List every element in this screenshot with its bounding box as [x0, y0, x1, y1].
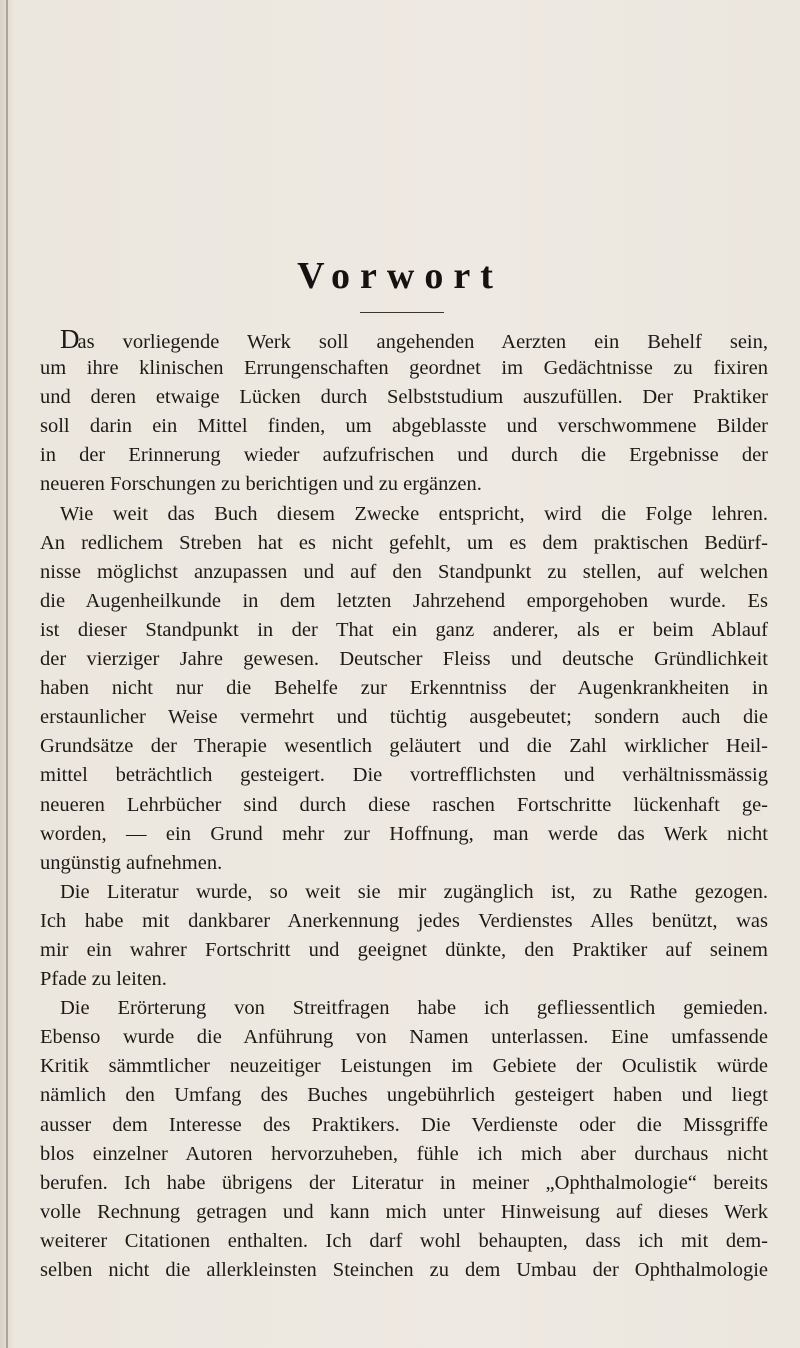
text-line: weiterer Citationen enthalten. Ich darf wohl behaupten, dass ich mit dem-	[40, 1229, 768, 1252]
text-line: ist dieser Standpunkt in der That ein ganz anderer, als er beim Ablauf	[40, 618, 768, 641]
paragraph	[40, 500, 768, 878]
text-line: neueren Lehrbücher sind durch diese raschen Fortschritte lückenhaft ge-	[40, 793, 768, 816]
text-line: Grundsätze der Therapie wesentlich geläutert und die Zahl wirklicher Heil-	[40, 735, 768, 758]
body-text	[40, 325, 768, 1285]
text-line: volle Rechnung getragen und kann mich unter Hinweisung auf dieses Werk	[40, 1200, 768, 1223]
text-line: Kritik sämmtlicher neuzeitiger Leistungen im Gebiete der Oculistik würde	[40, 1055, 768, 1078]
text-line: Die Erörterung von Streitfragen habe ich gefliessentlich gemieden.	[60, 997, 768, 1020]
text-line: berufen. Ich habe übrigens der Literatur in meiner „Ophthalmologie“ bereits	[40, 1171, 768, 1194]
text-line: Wie weit das Buch diesem Zwecke entspricht, wird die Folge lehren.	[60, 502, 768, 525]
text-line: Pfade zu leiten.	[40, 968, 167, 991]
text-line: erstaunlicher Weise vermehrt und tüchtig ausgebeutet; sondern auch die	[40, 706, 768, 729]
binding-edge	[6, 0, 8, 1348]
text-line: ungünstig aufnehmen.	[40, 851, 223, 874]
text-line: die Augenheilkunde in dem letzten Jahrzehend emporgehoben wurde. Es	[40, 589, 768, 612]
text-line: worden, — ein Grund mehr zur Hoffnung, man werde das Werk nicht	[40, 822, 768, 845]
title-rule	[360, 312, 444, 313]
text-line: neueren Forschungen zu berichtigen und zu ergänzen.	[40, 473, 482, 496]
text-line: ausser dem Interesse des Praktikers. Die Verdienste oder die Missgriffe	[40, 1113, 768, 1136]
paragraph	[40, 325, 768, 500]
text-line: der vierziger Jahre gewesen. Deutscher Fleiss und deutsche Gründlichkeit	[40, 648, 768, 671]
text-line: Ich habe mit dankbarer Anerkennung jedes Verdienstes Alles benützt, was	[40, 909, 768, 932]
text-line: mittel beträchtlich gesteigert. Die vortrefflichsten und verhältnissmässig	[40, 764, 768, 787]
drop-initial: D	[60, 324, 78, 354]
paragraph	[40, 994, 768, 1285]
text-line: um ihre klinischen Errungenschaften geordnet im Gedächtnisse zu fixiren	[40, 357, 768, 380]
text-line: nisse möglichst anzupassen und auf den Standpunkt zu stellen, auf welchen	[40, 560, 768, 583]
text-line: nämlich den Umfang des Buches ungebührlich gesteigert haben und liegt	[40, 1084, 768, 1107]
text-line: haben nicht nur die Behelfe zur Erkenntniss der Augenkrankheiten in	[40, 677, 768, 700]
text-line: selben nicht die allerkleinsten Steinchen zu dem Umbau der Ophthalmologie	[40, 1259, 768, 1281]
text-line: Die Literatur wurde, so weit sie mir zugänglich ist, zu Rathe gezogen.	[60, 880, 768, 903]
text-line: Das vorliegende Werk soll angehenden Aerzten ein Behelf sein,	[60, 324, 768, 354]
paragraph	[40, 878, 768, 994]
text-line: mir ein wahrer Fortschritt und geeignet dünkte, den Praktiker auf seinem	[40, 938, 768, 961]
text-line: in der Erinnerung wieder aufzufrischen und durch die Ergebnisse der	[40, 444, 768, 467]
text-line: An redlichem Streben hat es nicht gefehlt, um es dem praktischen Bedürf-	[40, 531, 768, 554]
text-line: Ebenso wurde die Anführung von Namen unterlassen. Eine umfassende	[40, 1026, 768, 1049]
text-line: und deren etwaige Lücken durch Selbststudium auszufüllen. Der Praktiker	[40, 386, 768, 409]
page-title: Vorwort	[297, 255, 503, 297]
text-line: soll darin ein Mittel finden, um abgeblasste und verschwommene Bilder	[40, 415, 768, 438]
text-line: blos einzelner Autoren hervorzuheben, fühle ich mich aber durchaus nicht	[40, 1142, 768, 1165]
